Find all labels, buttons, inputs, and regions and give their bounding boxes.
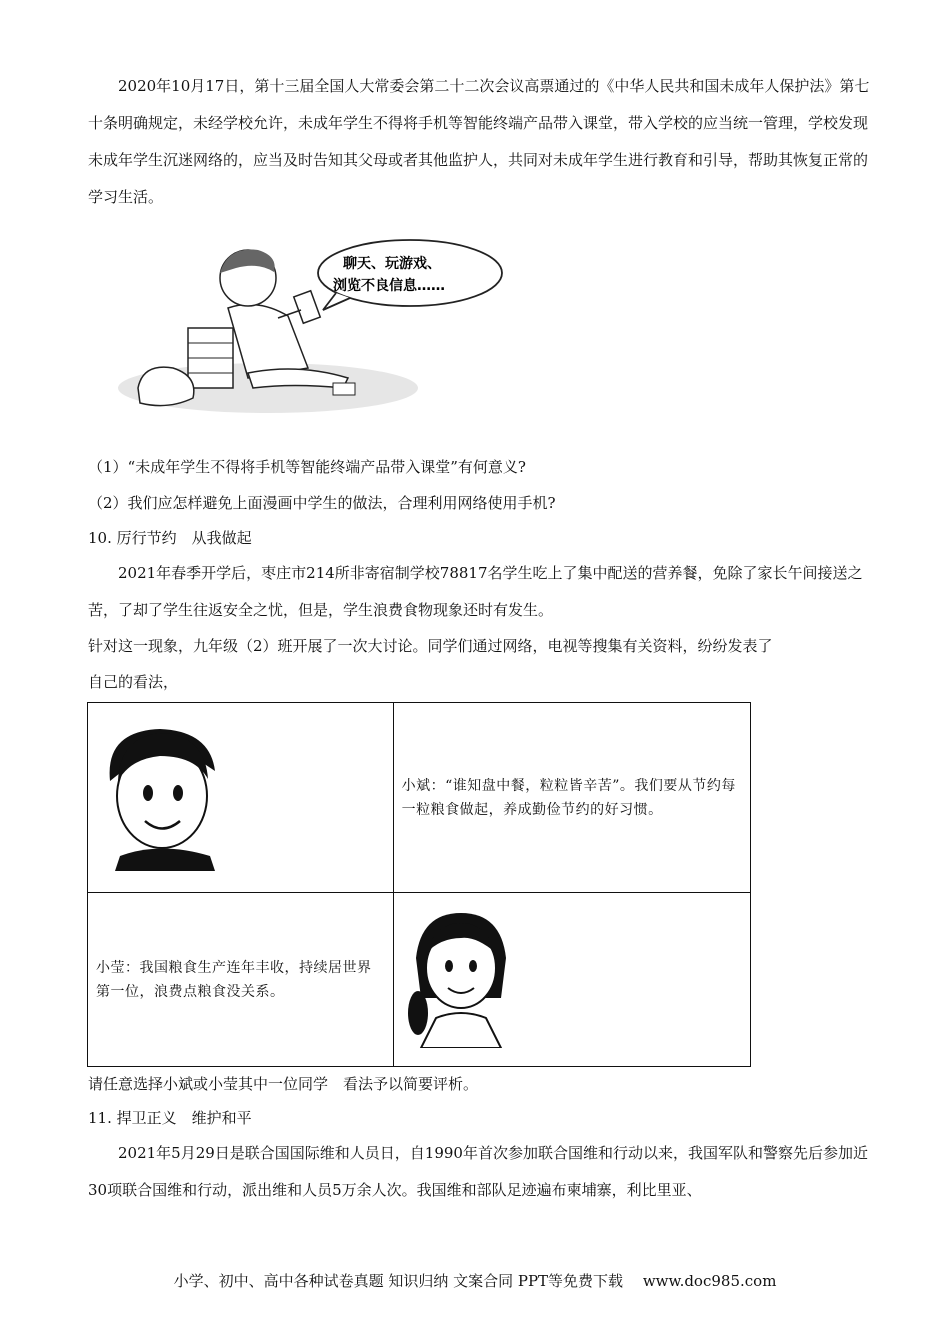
section-11-title: 11. 捍卫正义 维护和平 xyxy=(88,1109,252,1127)
question-9-1: （1）“未成年学生不得将手机等智能终端产品带入课堂”有何意义? xyxy=(88,458,526,476)
xiaobin-text-cell xyxy=(393,703,750,893)
section-10-line-b: 自己的看法， xyxy=(88,673,179,691)
xiaobin-portrait-cell xyxy=(88,703,394,893)
speech-line-2: 浏览不良信息…… xyxy=(333,278,445,294)
section-10-instruction: 请任意选择小斌或小莹其中一位同学 看法予以简要评析。 xyxy=(88,1075,479,1093)
speech-line-1: 聊天、玩游戏、 xyxy=(343,256,441,272)
page-footer: 小学、初中、高中各种试卷真题 知识归纳 文案合同 PPT等免费下载 www.doc985.com xyxy=(173,1272,777,1290)
xiaoying-portrait-cell xyxy=(393,893,750,1067)
intro-paragraph: 2020年10月17日，第十三届全国人大常委会第二十二次会议高票通过的《中华人民共和国未成年人保护法》第七十条明确规定，未经学校允许，未成年学生不得将手机等智能终端产品带入课堂，带入学校的应当统一管理，学校发现未成年学生沉迷网络的，应当及时告知其父母或者其他监护人，共同对未成年学生进行教育和引导，帮助其恢复正常的学习生活。 xyxy=(88,77,870,206)
xiaoying-portrait xyxy=(406,908,516,1048)
section-10-line-a: 针对这一现象，九年级（2）班开展了一次大讨论。同学们通过网络，电视等搜集有关资料，纷纷发表了 xyxy=(88,637,773,655)
xiaoying-text-cell xyxy=(88,893,394,1067)
question-9-2: （2）我们应怎样避免上面漫画中学生的做法，合理利用网络使用手机? xyxy=(88,494,556,512)
section-10-title: 10. 厉行节约 从我做起 xyxy=(88,529,252,547)
xiaobin-opinion: 小斌：“谁知盘中餐，粒粒皆辛苦”。我们要从节约每一粒粮食做起，养成勤俭节约的好习惯。 xyxy=(401,777,736,818)
cartoon-student-with-phone xyxy=(118,238,518,418)
section-10-paragraph: 2021年春季开学后，枣庄市214所非寄宿制学校78817名学生吃上了集中配送的营养餐，免除了家长午间接送之苦，了却了学生往返安全之忧，但是，学生浪费食物现象还时有发生。 xyxy=(88,564,863,619)
xiaoying-opinion: 小莹：我国粮食生产连年丰收，持续居世界第一位，浪费点粮食没关系。 xyxy=(96,959,372,1000)
xiaobin-portrait xyxy=(100,721,230,871)
opinions-table xyxy=(87,702,751,1067)
section-11-paragraph: 2021年5月29日是联合国国际维和人员日，自1990年首次参加联合国维和行动以来，我国军队和警察先后参加近30项联合国维和行动，派出维和人员5万余人次。我国维和部队足迹遍布柬埔寨，利比里亚、 xyxy=(88,1144,868,1199)
